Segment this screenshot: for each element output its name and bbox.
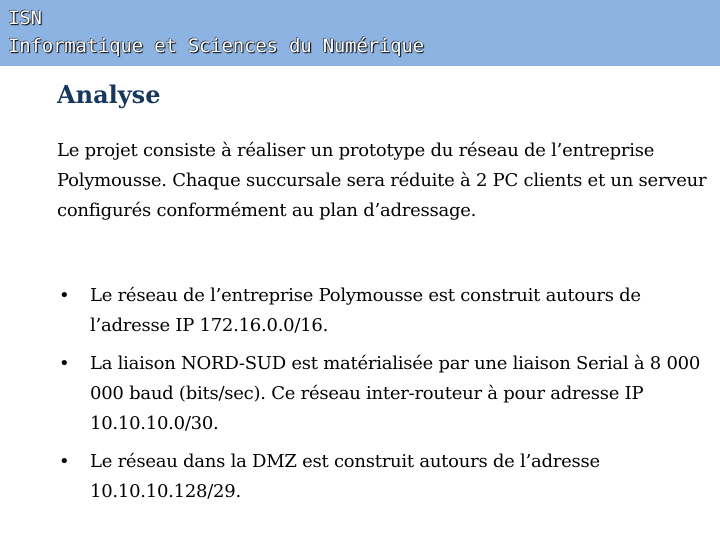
page-title: Analyse: [57, 80, 161, 109]
bullet-item: [57, 281, 707, 341]
bullet-icon: •: [59, 353, 70, 374]
intro-paragraph: Le projet consiste à réaliser un prototype du réseau de l’entreprise Polymousse. Chaque succursale sera réduite à 2 PC clients et un serveur configurés conformément au plan d’adressage.: [57, 140, 707, 221]
bullet-text: Le réseau de l’entreprise Polymousse est construit autours de l’adresse IP 172.16.0.0/16.: [90, 285, 641, 336]
bullet-list: [57, 281, 707, 507]
header-subtitle: Informatique et Sciences du Numérique: [8, 35, 424, 57]
bullet-icon: •: [59, 451, 70, 472]
header-band: [0, 0, 720, 66]
bullet-text: La liaison NORD-SUD est matérialisée par une liaison Serial à 8 000 000 baud (bits/sec). Ce réseau inter-routeur à pour adresse IP 10.10.10.0/30.: [90, 353, 701, 434]
bullet-text: Le réseau dans la DMZ est construit autours de l’adresse 10.10.10.128/29.: [90, 451, 600, 502]
bullet-icon: •: [59, 285, 70, 306]
bullet-item: [57, 349, 707, 439]
header-acronym: ISN: [8, 7, 42, 29]
bullet-item: [57, 447, 707, 507]
